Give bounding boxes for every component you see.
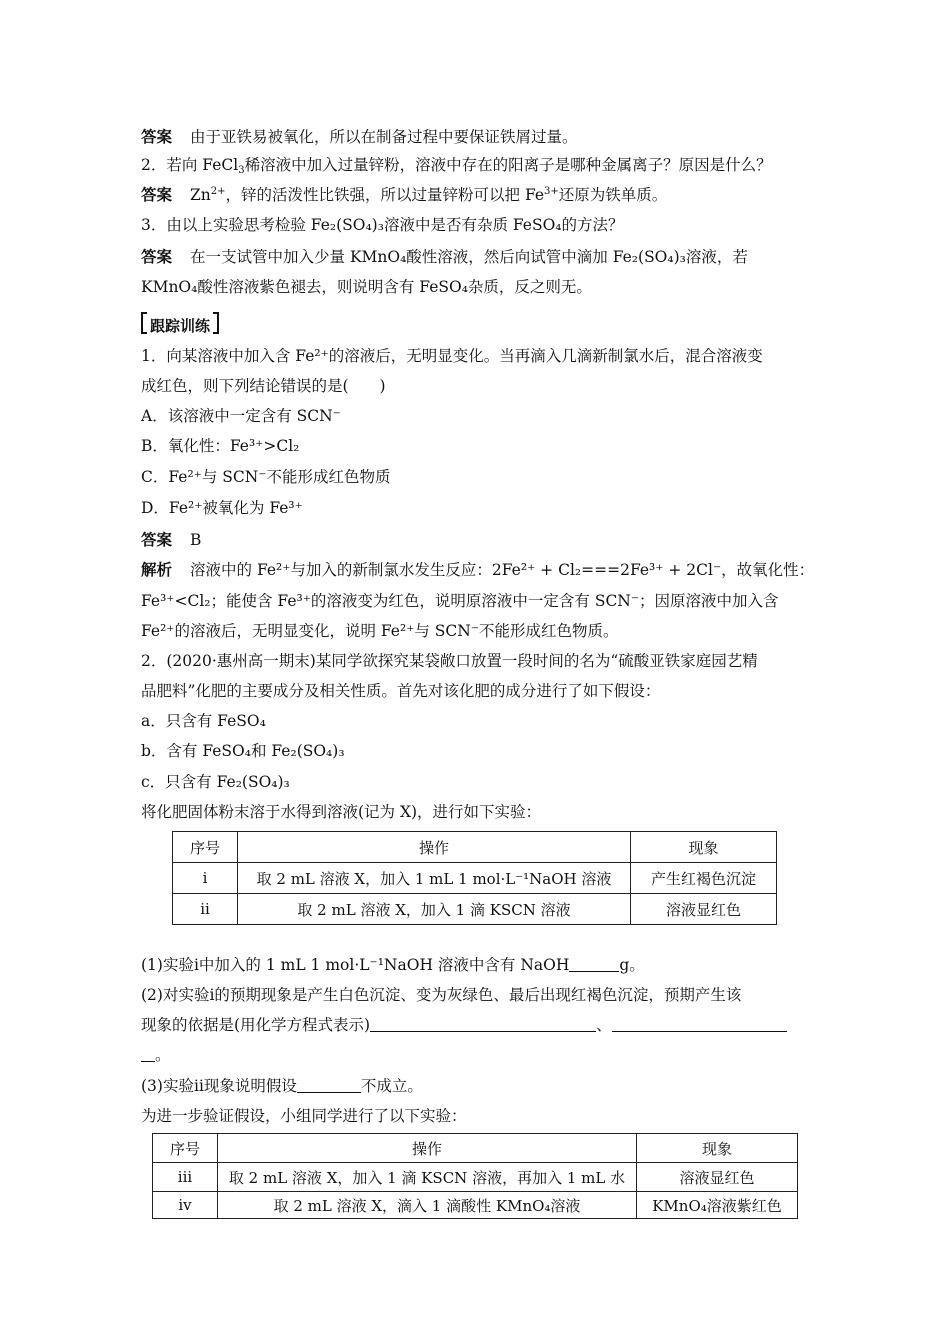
answer-label: 答案 [141,186,173,204]
hypothesis-c: c．只含有 Fe₂(SO₄)₃ [141,773,290,791]
subquestion-text: 。 [155,1046,171,1064]
table-cell: 溶液显红色 [637,1163,798,1192]
question-number: 2． [141,156,167,174]
option-a: A．该溶液中一定含有 SCN⁻ [141,407,341,425]
superscript: 3+ [544,186,559,197]
subscript: 3 [238,165,245,176]
table-row [173,863,777,894]
problem-2-stem-2: 品肥料”化肥的主要成分及相关性质。首先对该化肥的成分进行了如下假设： [141,682,661,700]
separator: 、 [596,1016,612,1034]
table-header: 序号 [153,1134,218,1163]
question-2 [141,155,772,175]
table-header: 序号 [173,832,238,863]
analysis-line-2: Fe³⁺<Cl₂；能使含 Fe³⁺的溶液变为红色，说明原溶液中一定含有 SCN⁻；因原溶液中加入含 [141,592,779,610]
subquestion-2-line-2 [141,1015,787,1035]
answer-label: 答案 [141,128,173,146]
subquestion-3 [141,1076,423,1096]
problem-2-stem-1: 2．(2020·惠州高一期末)某同学欲探究某袋敞口放置一段时间的名为“硫酸亚铁家庭园艺精 [141,652,758,670]
answer-text: B [190,531,202,549]
subquestion-text: 不成立。 [360,1077,423,1095]
answer-3-line-1 [141,247,748,267]
experiment-table-1 [172,831,777,925]
section-title: 跟踪训练 [150,317,211,335]
table-cell: ii [173,894,238,925]
analysis-text: 溶液中的 Fe²⁺与加入的新制氯水发生反应：2Fe²⁺ + Cl₂===2Fe³⁺ + 2Cl⁻，故氧化性： [190,561,815,579]
answer-2 [141,185,667,205]
answer-text: ，锌的活泼性比铁强，所以过量锌粉可以把 Fe [225,186,545,204]
answer-blank[interactable] [612,1015,787,1032]
answer-text: KMnO₄酸性溶液紫色褪去，则说明含有 FeSO₄杂质，反之则无。 [141,278,592,296]
answer-3-line-2 [141,277,592,297]
section-heading [141,312,219,336]
subquestion-2-line-1: (2)对实验ⅰ的预期现象是产生白色沉淀、变为灰绿色、最后出现红褐色沉淀，预期产生该 [141,986,742,1004]
subquestion-1 [141,955,645,975]
table-cell: iv [153,1192,218,1219]
answer-label: 答案 [141,531,173,549]
subquestion-2-line-3 [141,1045,171,1065]
table-header-row [173,832,777,863]
answer-blank[interactable] [370,1015,596,1032]
option-b: B．氧化性：Fe³⁺>Cl₂ [141,437,300,455]
answer-line [141,127,578,147]
table-cell: 取 2 mL 溶液 X，滴入 1 滴酸性 KMnO₄溶液 [218,1192,637,1219]
table-row [153,1192,798,1219]
table-cell: 溶液显红色 [631,894,777,925]
option-c: C．Fe²⁺与 SCN⁻不能形成红色物质 [141,468,391,486]
experiment-table-2 [152,1133,798,1219]
analysis-label: 解析 [141,561,173,579]
subquestion-text: (3)实验ⅱ现象说明假设 [141,1077,297,1095]
analysis-line-3: Fe²⁺的溶液后，无明显变化，说明 Fe²⁺与 SCN⁻不能形成红色物质。 [141,622,619,640]
table-cell: 产生红褐色沉淀 [631,863,777,894]
experiment-intro-2: 为进一步验证假设，小组同学进行了以下实验： [141,1107,467,1125]
answer-blank[interactable] [141,1045,155,1062]
superscript: 2+ [210,186,226,197]
table-header: 操作 [218,1134,637,1163]
question-3 [141,215,624,235]
table-header: 现象 [637,1134,798,1163]
option-d: D．Fe²⁺被氧化为 Fe³⁺ [141,499,303,517]
hypothesis-b: b．含有 FeSO₄和 Fe₂(SO₄)₃ [141,742,345,760]
subquestion-text: g。 [619,956,645,974]
bracket-left-icon [141,312,147,334]
experiment-intro: 将化肥固体粉末溶于水得到溶液(记为 X)，进行如下实验： [141,803,542,821]
question-text: 由以上实验思考检验 Fe₂(SO₄)₃溶液中是否有杂质 FeSO₄的方法？ [166,216,624,234]
answer-blank[interactable] [569,955,619,972]
table-header: 现象 [631,832,777,863]
problem-1-stem-2: 成红色，则下列结论错误的是( ) [141,377,386,395]
answer-text: Zn [190,186,211,204]
table-cell: i [173,863,238,894]
question-number: 3． [141,216,167,234]
answer-text: 还原为铁单质。 [558,186,668,204]
table-cell: KMnO₄溶液紫红色 [637,1192,798,1219]
subquestion-text: 现象的依据是(用化学方程式表示) [141,1016,371,1034]
table-header-row [153,1134,798,1163]
table-header: 操作 [238,832,631,863]
question-text: 稀溶液中加入过量锌粉，溶液中存在的阳离子是哪种金属离子？原因是什么？ [244,156,772,174]
table-cell: iii [153,1163,218,1192]
question-text: 若向 FeCl [166,156,239,174]
answer-text: 在一支试管中加入少量 KMnO₄酸性溶液，然后向试管中滴加 Fe₂(SO₄)₃溶液，若 [190,248,748,266]
hypothesis-a: a．只含有 FeSO₄ [141,712,266,730]
answer-label: 答案 [141,248,173,266]
subquestion-text: (1)实验ⅰ中加入的 1 mL 1 mol·L⁻¹NaOH 溶液中含有 NaOH [141,956,570,974]
answer-text: 由于亚铁易被氧化，所以在制备过程中要保证铁屑过量。 [190,128,578,146]
table-cell: 取 2 mL 溶液 X，加入 1 滴 KSCN 溶液，再加入 1 mL 水 [218,1163,637,1192]
analysis-line-1 [141,560,814,580]
table-row [153,1163,798,1192]
answer-blank[interactable] [297,1076,361,1093]
bracket-right-icon [213,312,219,334]
problem-1-stem-1: 1．向某溶液中加入含 Fe²⁺的溶液后，无明显变化。当再滴入几滴新制氯水后，混合溶液变 [141,347,763,365]
problem-1-answer [141,530,201,550]
table-row [173,894,777,925]
table-cell: 取 2 mL 溶液 X，加入 1 滴 KSCN 溶液 [238,894,631,925]
table-cell: 取 2 mL 溶液 X，加入 1 mL 1 mol·L⁻¹NaOH 溶液 [238,863,631,894]
